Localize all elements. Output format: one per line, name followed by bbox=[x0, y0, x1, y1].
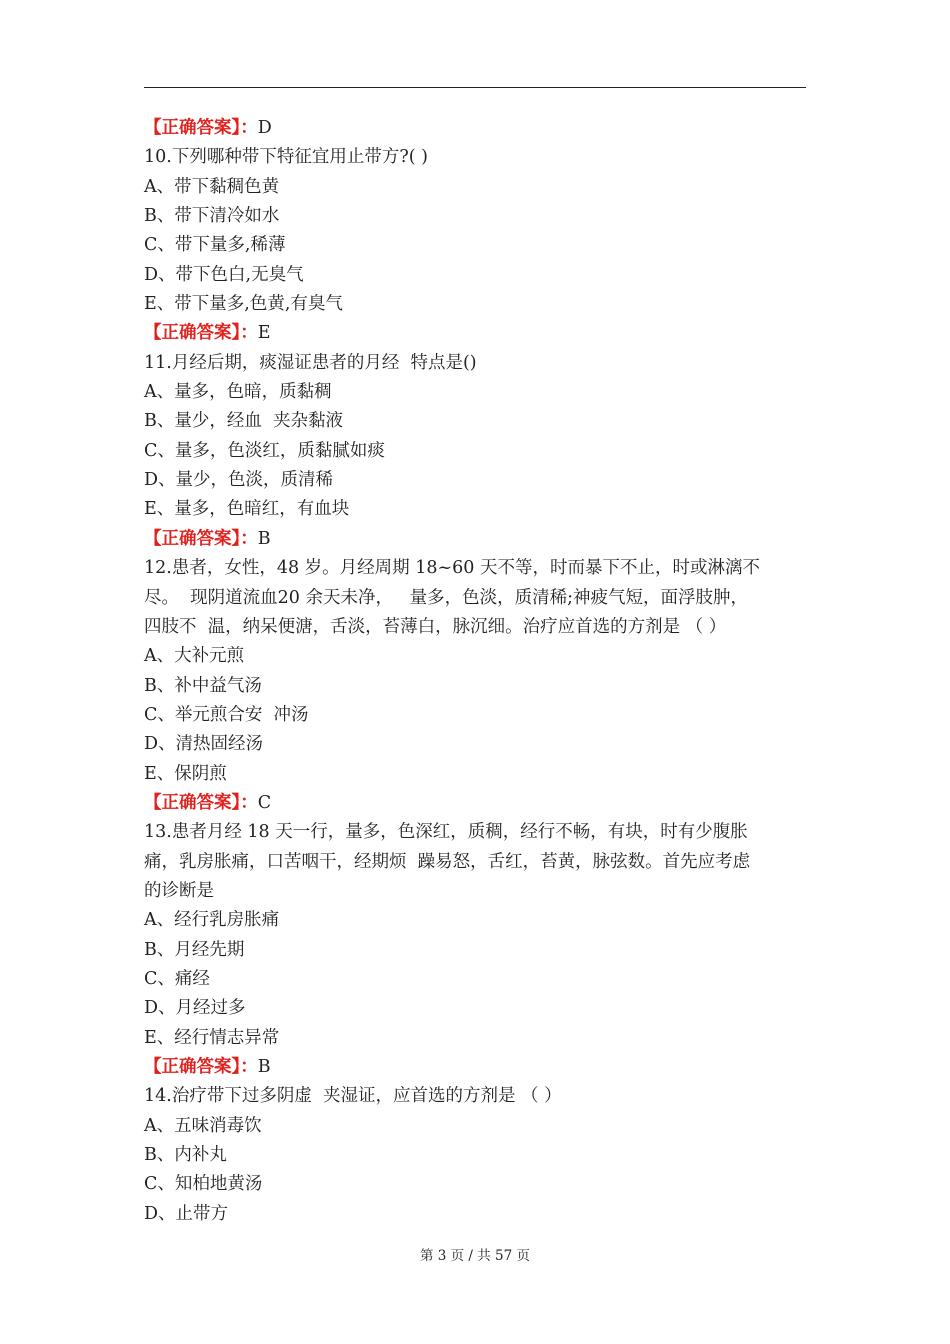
page-footer: 第 3 页 / 共 57 页 bbox=[419, 1248, 531, 1264]
answer-option: C、痛经 bbox=[144, 968, 210, 989]
correct-answer bbox=[144, 114, 814, 143]
answer-option: B、内补丸 bbox=[144, 1145, 227, 1166]
correct-answer bbox=[144, 525, 814, 554]
answer-option: C、知柏地黄汤 bbox=[144, 1174, 263, 1195]
answer-option: D、止带方 bbox=[144, 1203, 229, 1224]
answer-option: B、月经先期 bbox=[144, 939, 245, 960]
answer-option: D、清热固经汤 bbox=[144, 734, 264, 755]
answer-option: C、举元煎合安 冲汤 bbox=[144, 704, 309, 725]
answer-option: C、量多，色淡红，质黏腻如痰 bbox=[144, 440, 385, 461]
answer-label: 【正确答案】： bbox=[144, 528, 258, 549]
question-text: 痛，乳房胀痛，口苦咽干，经期烦 躁易怒，舌红，苔黄，脉弦数。首先应考虑 bbox=[144, 851, 751, 872]
question-text: 14.治疗带下过多阴虚 夹湿证，应首选的方剂是 （ ） bbox=[144, 1086, 562, 1107]
correct-answer bbox=[144, 319, 814, 348]
answer-option: C、带下量多,稀薄 bbox=[144, 235, 286, 256]
question-text: 13.患者月经 18 天一行，量多，色深红，质稠，经行不畅，有块，时有少腹胀 bbox=[144, 822, 748, 843]
correct-answer bbox=[144, 1053, 814, 1082]
answer-option: A、量多，色暗，质黏稠 bbox=[144, 382, 332, 403]
answer-option: A、经行乳房胀痛 bbox=[144, 910, 280, 931]
answer-value: E bbox=[257, 323, 271, 344]
question-text: 尽。 现阴道流血20 余天未净， 量多，色淡，质清稀;神疲气短，面浮肢肿， bbox=[144, 587, 749, 608]
answer-label: 【正确答案】： bbox=[144, 323, 258, 344]
answer-value: D bbox=[257, 118, 272, 138]
question-text: 四肢不 温，纳呆便溏，舌淡，苔薄白，脉沉细。治疗应首选的方剂是 （ ） bbox=[144, 616, 727, 637]
answer-label: 【正确答案】： bbox=[144, 792, 258, 813]
answer-option: A、五味消毒饮 bbox=[144, 1115, 262, 1136]
question-text: 10.下列哪种带下特征宜用止带方?( ) bbox=[144, 147, 428, 168]
answer-option: D、带下色白,无臭气 bbox=[144, 264, 304, 285]
answer-option: E、经行情志异常 bbox=[144, 1027, 280, 1048]
answer-option: A、大补元煎 bbox=[144, 646, 245, 667]
answer-option: A、带下黏稠色黄 bbox=[144, 176, 280, 197]
answer-option: E、保阴煎 bbox=[144, 763, 227, 784]
header-rule bbox=[144, 87, 806, 88]
answer-option: E、量多，色暗红，有血块 bbox=[144, 499, 350, 520]
answer-value: C bbox=[257, 792, 272, 813]
answer-option: B、带下清冷如水 bbox=[144, 206, 280, 227]
answer-option: B、量少，经血 夹杂黏液 bbox=[144, 411, 343, 432]
answer-option: B、补中益气汤 bbox=[144, 675, 262, 696]
question-text: 12.患者，女性，48 岁。月经周期 18~60 天不等，时而暴下不止，时或淋漓不 bbox=[144, 558, 760, 579]
answer-value: B bbox=[257, 1057, 271, 1077]
answer-label: 【正确答案】： bbox=[144, 118, 258, 138]
correct-answer bbox=[144, 789, 814, 818]
question-text: 11.月经后期，痰湿证患者的月经 特点是() bbox=[144, 352, 477, 373]
document-body bbox=[144, 114, 814, 1229]
answer-value: B bbox=[257, 528, 271, 549]
answer-option: D、量少，色淡，质清稀 bbox=[144, 470, 334, 491]
answer-label: 【正确答案】： bbox=[144, 1057, 258, 1077]
question-text: 的诊断是 bbox=[144, 880, 214, 901]
answer-option: E、带下量多,色黄,有臭气 bbox=[144, 294, 343, 315]
answer-option: D、月经过多 bbox=[144, 998, 246, 1019]
